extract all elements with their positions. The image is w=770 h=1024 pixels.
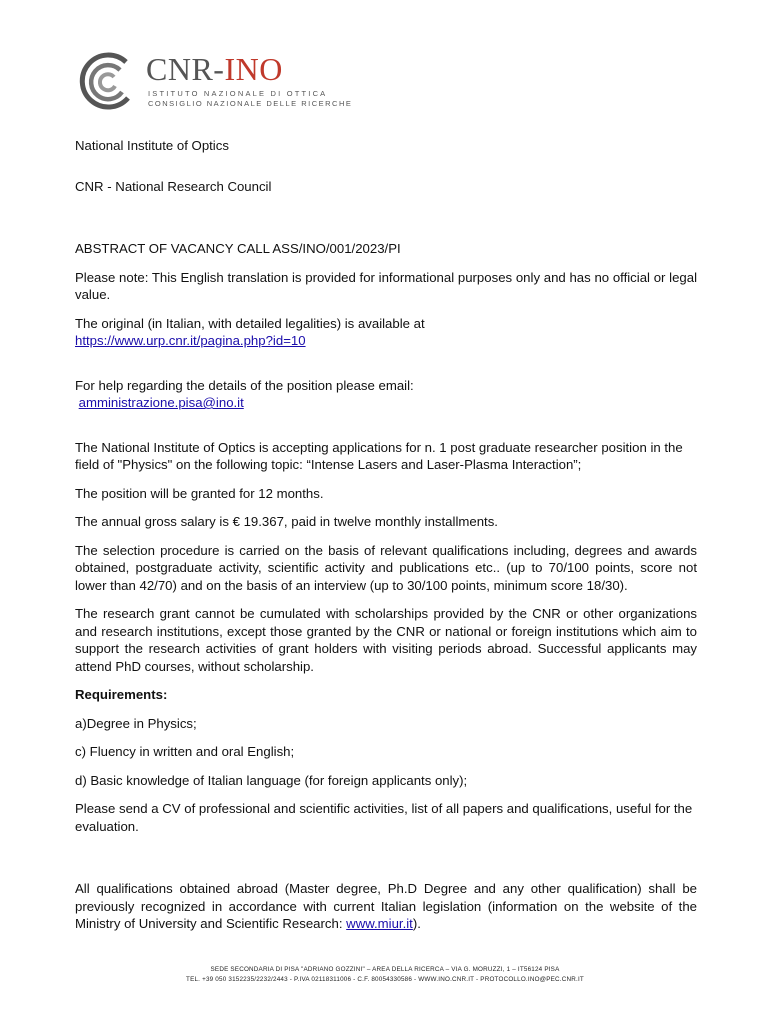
help-email-link[interactable]: amministrazione.pisa@ino.it: [78, 395, 244, 410]
translation-note: Please note: This English translation is provided for informational purposes only and has no official or legal value.: [75, 269, 697, 302]
header-line-1: National Institute of Optics: [75, 138, 229, 153]
original-text: The original (in Italian, with detailed legalities) is available at: [75, 315, 425, 331]
help-notice: [75, 377, 697, 412]
requirement-item: d) Basic knowledge of Italian language (for foreign applicants only);: [75, 772, 468, 788]
requirement-item: a)Degree in Physics;: [75, 715, 197, 731]
cnr-logo-mark-icon: [76, 52, 138, 112]
logo-wordmark-accent: INO: [224, 51, 283, 87]
abroad-qualifications: [75, 880, 697, 933]
logo-wordmark-main: CNR-: [146, 51, 225, 87]
abroad-end: ).: [412, 916, 421, 931]
body-paragraph-4: The selection procedure is carried on the basis of relevant qualifications including, degrees and awards obtained, postgraduate activity, scientific activity and publications etc.. (up to 70/100 points, score not lower than 42/70) and on the basis of an interview (up to 30/100 points, minimum score 18/30).: [75, 542, 697, 593]
logo-subtitle-2: CONSIGLIO NAZIONALE DELLE RICERCHE: [148, 99, 353, 108]
logo-wordmark: [146, 52, 283, 86]
original-link[interactable]: https://www.urp.cnr.it/pagina.php?id=10: [75, 333, 306, 348]
abroad-text: All qualifications obtained abroad (Master degree, Ph.D Degree and any other qualification) shall be previously recognized in accordance with current Italian legislation (information on the website of the Ministry of University and Scientific Research:: [75, 881, 697, 931]
body-paragraph-2: The position will be granted for 12 months.: [75, 485, 324, 501]
body-paragraph-5: The research grant cannot be cumulated with scholarships provided by the CNR or other organizations and research institutions, except those granted by the CNR or national or foreign institutions which aim to support the research activities of grant holders with visiting periods abroad. Successful applicants may attend PhD courses, without scholarship.: [75, 606, 697, 674]
logo-subtitle-1: ISTITUTO NAZIONALE DI OTTICA: [148, 89, 328, 98]
call-title: ABSTRACT OF VACANCY CALL ASS/INO/001/2023/PI: [75, 241, 401, 256]
requirement-item: c) Fluency in written and oral English;: [75, 744, 295, 759]
body-paragraph-1: The National Institute of Optics is accepting applications for n. 1 post graduate researcher position in the field of "Physics" on the following topic: “Intense Lasers and Laser-Plasma Interaction”;: [75, 439, 683, 472]
miur-link[interactable]: www.miur.it: [346, 916, 413, 931]
body-paragraph-3: The annual gross salary is € 19.367, paid in twelve monthly installments.: [75, 514, 498, 529]
help-text: For help regarding the details of the position please email:: [75, 377, 414, 393]
footer-contacts: TEL. +39 050 3152235/2232/2443 - P.IVA 02118311006 - C.F. 80054330586 - WWW.INO.CNR.IT - PROTOCOLLO.INO@PEC.CNR.IT: [186, 976, 584, 983]
original-notice: [75, 315, 697, 350]
cnr-ino-logo: [76, 51, 353, 112]
requirements-title: Requirements:: [75, 687, 168, 702]
header-line-2: CNR - National Research Council: [75, 178, 272, 194]
document-body: [75, 137, 697, 944]
footer-address: SEDE SECONDARIA DI PISA "ADRIANO GOZZINI" – AREA DELLA RICERCA – VIA G. MORUZZI, 1 – IT56124 PISA: [210, 966, 560, 973]
send-cv-instruction: Please send a CV of professional and scientific activities, list of all papers and qualifications, useful for the evaluation.: [75, 801, 693, 834]
